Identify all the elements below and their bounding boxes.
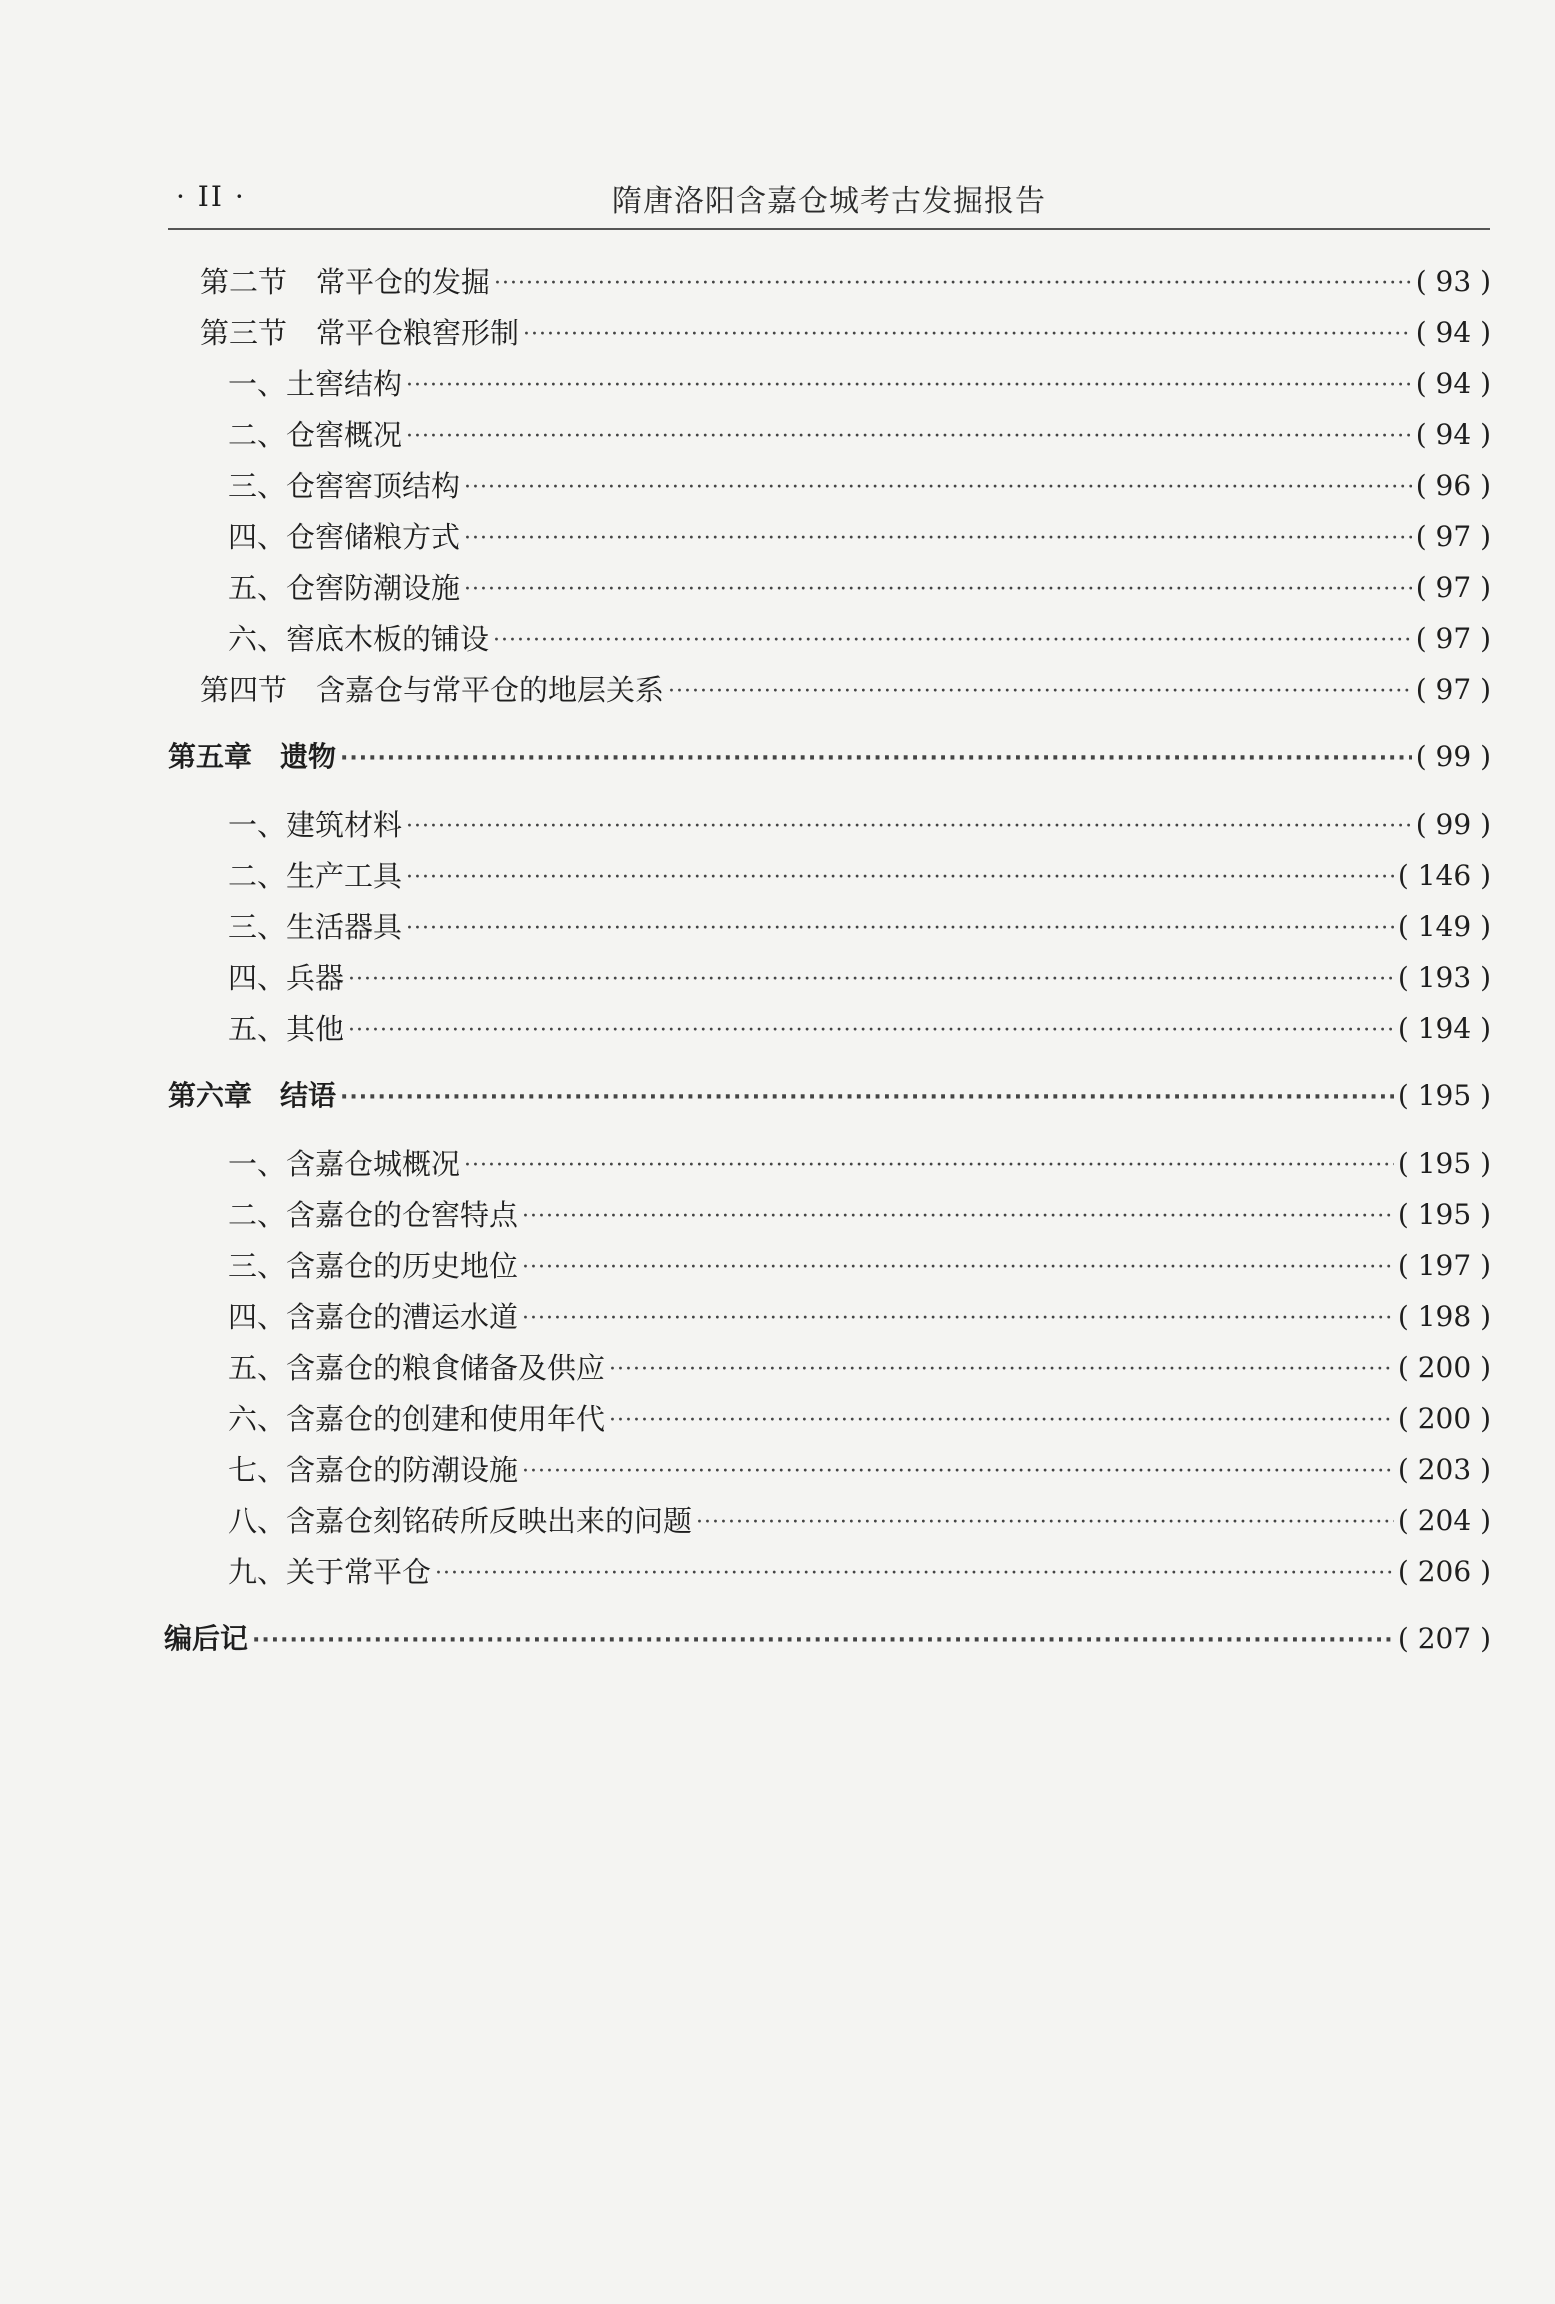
toc-entry-item[interactable] [228,568,1491,608]
toc-entry-item[interactable] [228,517,1491,557]
toc-entry-item[interactable] [228,1297,1491,1337]
toc-entry-label: 三、含嘉仓的历史地位 [228,1249,519,1283]
dot-leader [340,741,1412,777]
toc-entry-label: 二、仓窖概况 [228,418,403,452]
toc-entry-page: ( 195 ) [1397,1198,1491,1231]
toc-entry-item[interactable] [228,856,1491,896]
dot-leader [340,1080,1394,1116]
toc-entry-label: 三、生活器具 [228,910,403,944]
toc-entry-label: 编后记 [164,1622,249,1655]
running-title: 隋唐洛阳含嘉仓城考古发掘报告 [612,184,1046,219]
dot-leader [464,470,1412,506]
toc-entry-item[interactable] [228,1195,1491,1235]
toc-entry-chapter-6[interactable] [168,1076,1491,1116]
toc-entry-label: 四、含嘉仓的漕运水道 [228,1300,519,1334]
dot-leader [348,1013,1394,1049]
toc-entry-label: 第二节 常平仓的发掘 [200,265,491,299]
toc-entry-page: ( 96 ) [1415,469,1491,502]
toc-entry-page: ( 207 ) [1397,1622,1491,1655]
toc-entry-page: ( 93 ) [1415,265,1491,298]
toc-entry-page: ( 195 ) [1397,1147,1491,1180]
toc-entry-page: ( 94 ) [1415,367,1491,400]
toc-entry-label: 九、关于常平仓 [228,1555,432,1589]
dot-leader [668,674,1412,710]
dot-leader [348,962,1394,998]
toc-entry-section-2[interactable] [200,262,1491,302]
dot-leader [609,1352,1394,1388]
toc-entry-page: ( 194 ) [1397,1012,1491,1045]
toc-entry-label: 三、仓窖窖顶结构 [228,469,461,503]
toc-entry-label: 二、生产工具 [228,859,403,893]
toc-entry-label: 四、兵器 [228,961,345,995]
toc-entry-afterword[interactable] [164,1619,1491,1659]
dot-leader [406,809,1412,845]
toc-entry-page: ( 204 ) [1397,1504,1491,1537]
toc-entry-item[interactable] [228,415,1491,455]
toc-entry-item[interactable] [228,907,1491,947]
toc-entry-label: 一、建筑材料 [228,808,403,842]
toc-entry-label: 第三节 常平仓粮窖形制 [200,316,520,350]
dot-leader [252,1623,1394,1659]
toc-entry-item[interactable] [228,1501,1491,1541]
toc-entry-page: ( 97 ) [1415,571,1491,604]
toc-entry-item[interactable] [228,1246,1491,1286]
toc-entry-item[interactable] [228,1348,1491,1388]
toc-entry-item[interactable] [228,1450,1491,1490]
dot-leader [464,1148,1394,1184]
toc-entry-label: 第六章 结语 [168,1079,337,1112]
toc-entry-label: 八、含嘉仓刻铭砖所反映出来的问题 [228,1504,693,1538]
toc-entry-page: ( 203 ) [1397,1453,1491,1486]
dot-leader [464,521,1412,557]
dot-leader [406,860,1394,896]
dot-leader [406,911,1394,947]
dot-leader [435,1556,1394,1592]
toc-entry-label: 第四节 含嘉仓与常平仓的地层关系 [200,673,665,707]
toc-entry-page: ( 146 ) [1397,859,1491,892]
toc-entry-page: ( 198 ) [1397,1300,1491,1333]
dot-leader [494,266,1412,302]
toc-entry-page: ( 94 ) [1415,418,1491,451]
toc-entry-label: 一、含嘉仓城概况 [228,1147,461,1181]
toc-entry-item[interactable] [228,619,1491,659]
toc-entry-page: ( 206 ) [1397,1555,1491,1588]
toc-entry-item[interactable] [228,1552,1491,1592]
toc-entry-page: ( 200 ) [1397,1351,1491,1384]
toc-entry-chapter-5[interactable] [168,737,1491,777]
toc-entry-item[interactable] [228,1144,1491,1184]
dot-leader [522,1454,1394,1490]
toc-entry-label: 五、其他 [228,1012,345,1046]
toc-entry-page: ( 200 ) [1397,1402,1491,1435]
dot-leader [522,1250,1394,1286]
dot-leader [406,368,1412,404]
dot-leader [464,572,1412,608]
toc-entry-section-3[interactable] [200,313,1491,353]
toc-entry-label: 一、土窖结构 [228,367,403,401]
toc-entry-page: ( 195 ) [1397,1079,1491,1112]
toc-entry-page: ( 94 ) [1415,316,1491,349]
dot-leader [523,317,1412,353]
toc-entry-item[interactable] [228,466,1491,506]
toc-entry-label: 第五章 遗物 [168,740,337,773]
toc-entry-page: ( 97 ) [1415,622,1491,655]
dot-leader [522,1301,1394,1337]
toc-entry-item[interactable] [228,1009,1491,1049]
dot-leader [493,623,1412,659]
toc-entry-label: 七、含嘉仓的防潮设施 [228,1453,519,1487]
toc-entry-page: ( 99 ) [1415,740,1491,773]
toc-entry-item[interactable] [228,805,1491,845]
toc-entry-section-4[interactable] [200,670,1491,710]
toc-entry-label: 五、仓窖防潮设施 [228,571,461,605]
toc-entry-page: ( 97 ) [1415,520,1491,553]
toc-entry-page: ( 193 ) [1397,961,1491,994]
toc-entry-label: 六、窖底木板的铺设 [228,622,490,656]
toc-entry-label: 五、含嘉仓的粮食储备及供应 [228,1351,606,1385]
toc-entry-page: ( 97 ) [1415,673,1491,706]
dot-leader [406,419,1412,455]
dot-leader [522,1199,1394,1235]
toc-entry-item[interactable] [228,958,1491,998]
page-number: · II · [176,180,246,213]
toc-entry-page: ( 197 ) [1397,1249,1491,1282]
toc-entry-page: ( 99 ) [1415,808,1491,841]
toc-entry-label: 四、仓窖储粮方式 [228,520,461,554]
toc-entry-item[interactable] [228,364,1491,404]
dot-leader [609,1403,1394,1439]
toc-entry-item[interactable] [228,1399,1491,1439]
toc-entry-label: 六、含嘉仓的创建和使用年代 [228,1402,606,1436]
dot-leader [696,1505,1394,1541]
toc-entry-label: 二、含嘉仓的仓窖特点 [228,1198,519,1232]
toc-entry-page: ( 149 ) [1397,910,1491,943]
